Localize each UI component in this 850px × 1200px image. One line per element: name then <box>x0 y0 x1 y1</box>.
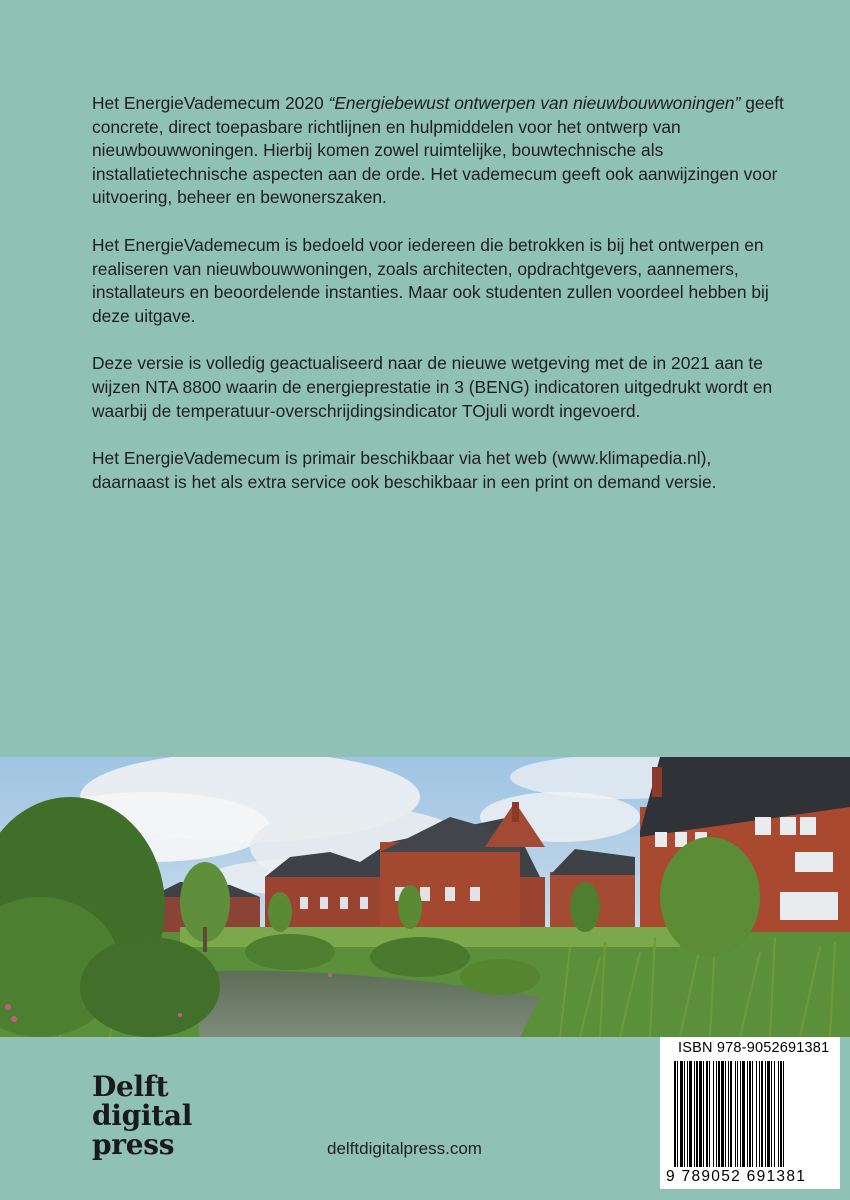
isbn-label: ISBN 978-9052691381 <box>678 1040 830 1056</box>
paragraph-audience: Het EnergieVademecum is bedoeld voor iedereen die betrokken is bij het ontwerpen en realiseren van nieuwbouwwoningen, zoals architecten, opdrachtgevers, aannemers, installateurs en beoordelende instanties. Maar ook studenten zullen voordeel hebben bij deze uitgave. <box>92 234 769 326</box>
publisher-logo <box>92 1072 192 1159</box>
cover-photo <box>0 757 850 1037</box>
paragraph-update: Deze versie is volledig geactualiseerd naar de nieuwe wetgeving met de in 2021 aan te wijzen NTA 8800 waarin de energieprestatie in 3 (BENG) indicatoren uitgedrukt wordt en waarbij de temperatuur-overschrijdingsindicator TOjuli wordt ingevoerd. <box>92 353 773 421</box>
barcode-bars <box>674 1061 826 1167</box>
book-subtitle: “Energiebewust ontwerpen van nieuwbouwwoningen” <box>328 93 741 113</box>
p1-prefix: Het EnergieVademecum 2020 <box>92 93 329 113</box>
logo-line-2: digital <box>92 1099 193 1132</box>
ean-digits: 9 789052 691381 <box>666 1168 807 1185</box>
publisher-url[interactable]: delftdigitalpress.com <box>327 1139 482 1158</box>
logo-line-3: press <box>92 1128 175 1161</box>
paragraph-availability: Het EnergieVademecum is primair beschikbaar via het web (www.klimapedia.nl), daarnaast is het als extra service ook beschikbaar in een print on demand versie. <box>92 448 717 492</box>
back-cover-text <box>92 92 792 518</box>
barcode <box>660 1037 840 1189</box>
p1-rest: geeft concrete, direct toepasbare richtlijnen en hulpmiddelen voor het ontwerp van nieuwbouwwoningen. Hierbij komen zowel ruimtelijke, bouwtechnische als installatietechnische aspecten aan de orde. Het vademecum geeft ook aanwijzingen voor uitvoering, beheer en bewonerszaken. <box>92 93 784 208</box>
paragraph-intro <box>92 92 792 210</box>
logo-line-1: Delft <box>92 1070 169 1103</box>
